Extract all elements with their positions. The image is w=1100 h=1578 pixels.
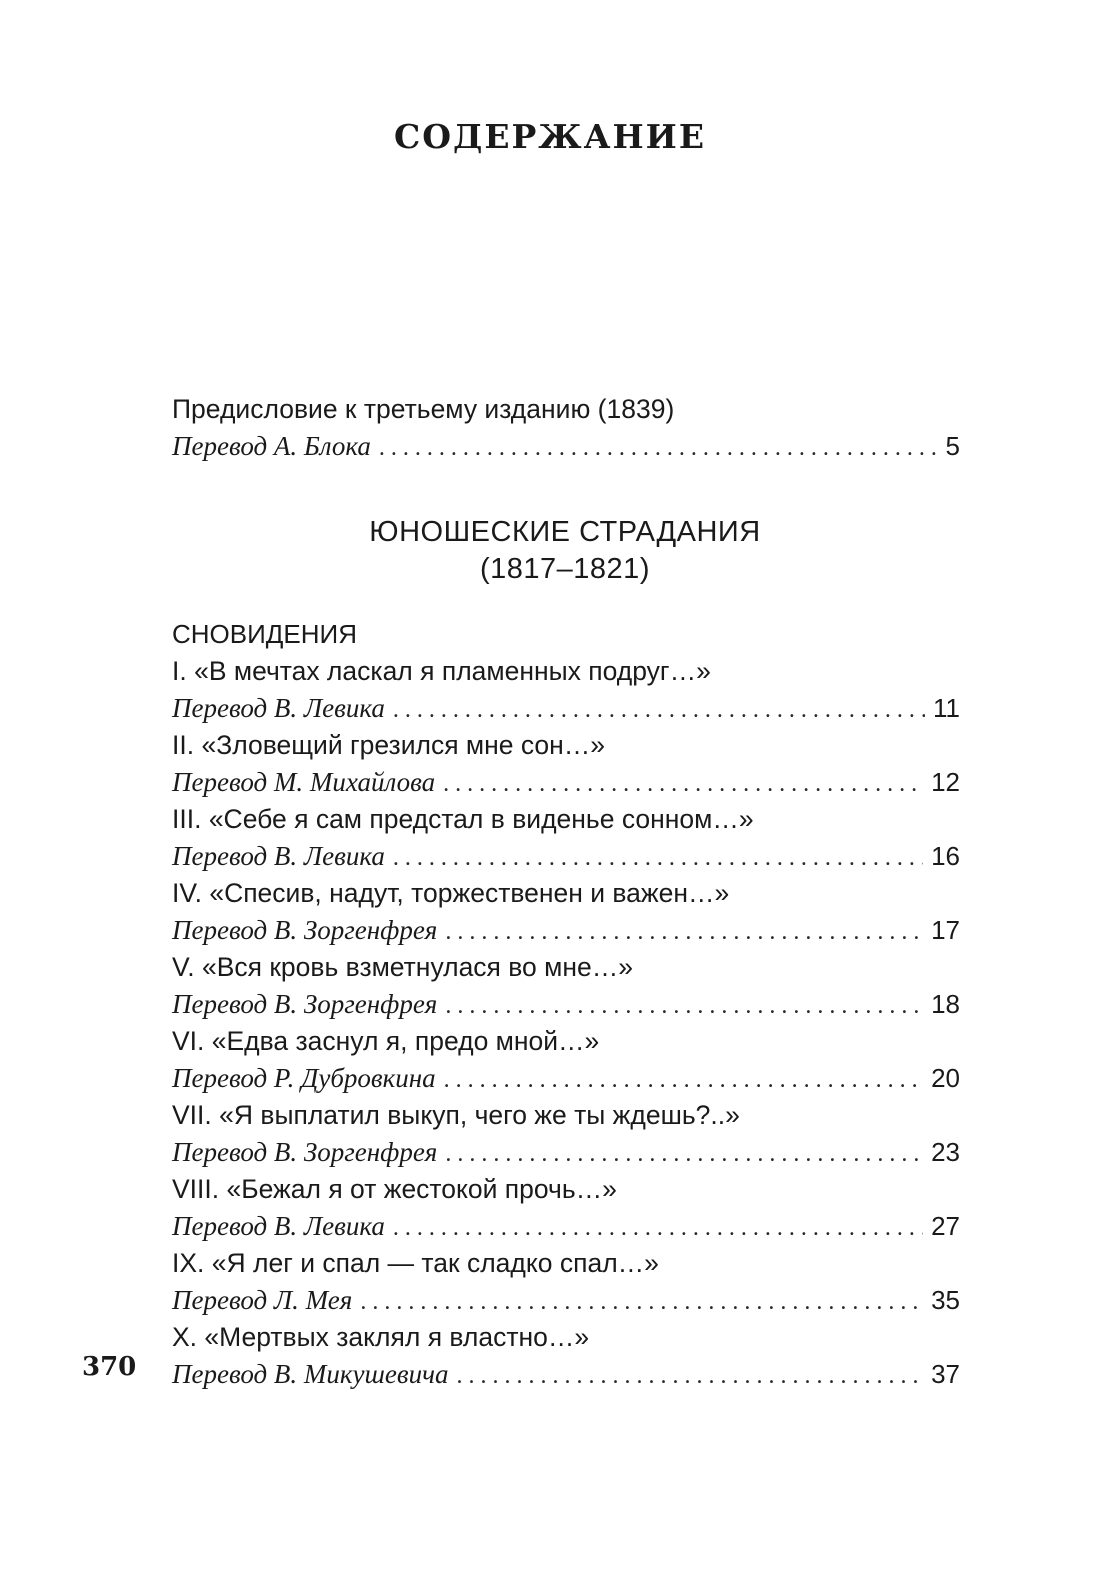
list-item[interactable] xyxy=(172,801,960,875)
list-item[interactable] xyxy=(172,949,960,1023)
dot-leader xyxy=(360,1284,923,1321)
toc-entry-page: 5 xyxy=(945,431,960,461)
list-item[interactable] xyxy=(172,1023,960,1097)
toc-entry-title: V. «Вся кровь взметнулася во мне…» xyxy=(172,952,633,982)
toc-entry-translator: Перевод В. Зоргенфрея xyxy=(172,915,438,945)
toc-entry-translator: Перевод В. Микушевича xyxy=(172,1359,449,1389)
toc-entry-translator: Перевод В. Зоргенфрея xyxy=(172,1137,438,1167)
toc-entry-row xyxy=(172,986,960,1023)
toc-entry-row xyxy=(172,690,960,727)
dot-leader xyxy=(393,840,923,877)
toc-entry-row xyxy=(172,912,960,949)
toc-entry-row xyxy=(172,1134,960,1171)
toc-entry-translator: Перевод В. Зоргенфрея xyxy=(172,989,438,1019)
subsection-title: СНОВИДЕНИЯ xyxy=(172,619,357,649)
section-title: ЮНОШЕСКИЕ СТРАДАНИЯ xyxy=(369,516,761,548)
toc-entry-translator: Перевод В. Левика xyxy=(172,693,385,723)
dot-leader xyxy=(445,988,923,1025)
toc-entry-page: 23 xyxy=(931,1137,960,1167)
toc-entry-row xyxy=(172,1060,960,1097)
list-item[interactable] xyxy=(172,1245,960,1319)
toc-entry-page: 12 xyxy=(931,767,960,797)
toc-entry-page: 20 xyxy=(931,1063,960,1093)
toc-entry-title: Предисловие к третьему изданию (1839) xyxy=(172,394,675,424)
toc-preface xyxy=(172,391,960,465)
toc-entry-title: VII. «Я выплатил выкуп, чего же ты ждешь?..» xyxy=(172,1100,740,1130)
toc-entry-page: 35 xyxy=(931,1285,960,1315)
dot-leader xyxy=(445,1136,923,1173)
list-item[interactable] xyxy=(172,1171,960,1245)
section-years: (1817–1821) xyxy=(480,553,650,585)
toc-entry-title: X. «Мертвых заклял я властно…» xyxy=(172,1322,590,1352)
list-item[interactable] xyxy=(172,1319,960,1393)
toc-entry-row xyxy=(172,1208,960,1245)
toc-entry-row[interactable] xyxy=(172,428,960,465)
dot-leader xyxy=(445,914,923,951)
toc-entry-title: III. «Себе я сам предстал в виденье сонном…» xyxy=(172,804,754,834)
toc-entry-title: VIII. «Бежал я от жестокой прочь…» xyxy=(172,1174,617,1204)
toc-entry-translator: Перевод М. Михайлова xyxy=(172,767,436,797)
toc-entry-title: IX. «Я лег и спал — так сладко спал…» xyxy=(172,1248,659,1278)
toc-entry-translator: Перевод Р. Дубровкина xyxy=(172,1063,436,1093)
page-number: 370 xyxy=(82,1352,137,1382)
toc-entry-row xyxy=(172,1282,960,1319)
dot-leader xyxy=(393,1210,923,1247)
toc-entry-page: 11 xyxy=(933,693,960,723)
toc-entry-row xyxy=(172,1356,960,1393)
toc-entry-translator: Перевод В. Левика xyxy=(172,1211,385,1241)
toc-entry-row xyxy=(172,838,960,875)
dot-leader xyxy=(443,766,923,803)
dot-leader xyxy=(444,1062,923,1099)
toc-entry-row xyxy=(172,764,960,801)
toc-entry-page: 18 xyxy=(931,989,960,1019)
page-title: СОДЕРЖАНИЕ xyxy=(393,117,706,156)
toc-entry-translator: Перевод Л. Мея xyxy=(172,1285,353,1315)
toc-entry-page: 27 xyxy=(931,1211,960,1241)
dot-leader xyxy=(456,1358,923,1395)
list-item[interactable] xyxy=(172,727,960,801)
dot-leader xyxy=(393,692,925,729)
list-item[interactable] xyxy=(172,875,960,949)
toc-entry-translator: Перевод А. Блока xyxy=(172,431,371,461)
list-item[interactable] xyxy=(172,1097,960,1171)
toc-entry-page: 17 xyxy=(931,915,960,945)
toc-entry-title: IV. «Спесив, надут, торжественен и важен…» xyxy=(172,878,730,908)
toc-entry-page: 16 xyxy=(931,841,960,871)
dot-leader xyxy=(379,430,938,467)
toc-entry-title: II. «Зловещий грезился мне сон…» xyxy=(172,730,606,760)
toc-entry-title: I. «В мечтах ласкал я пламенных подруг…» xyxy=(172,656,711,686)
toc-list xyxy=(172,616,960,1393)
list-item[interactable] xyxy=(172,653,960,727)
toc-entry-translator: Перевод В. Левика xyxy=(172,841,385,871)
toc-entry-page: 37 xyxy=(931,1359,960,1389)
toc-entry-title: VI. «Едва заснул я, предо мной…» xyxy=(172,1026,600,1056)
